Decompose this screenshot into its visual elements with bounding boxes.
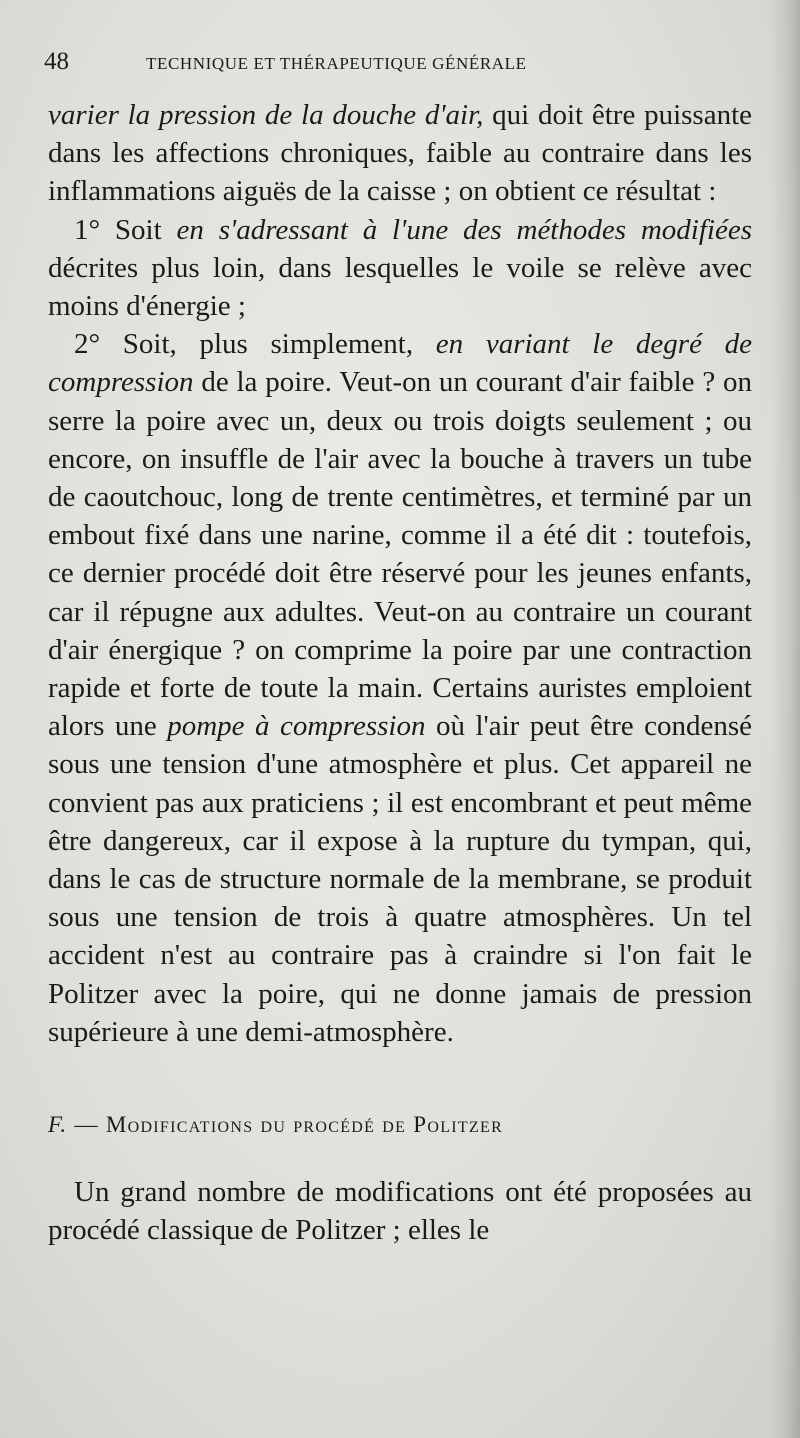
paragraph-text: décrites plus loin, dans lesquelles le voile se relève avec moins d'énergie ; [48,251,752,323]
running-title: TECHNIQUE ET THÉRAPEUTIQUE GÉNÉRALE [146,54,527,73]
paragraph-text: qui doit être puissante dans les affections chroniques, faible au contraire dans les inflammations aiguës de la caisse ; on obtient ce résultat : [48,99,752,208]
italic-phrase: en s'adressant à l'une des méthodes modifiées [176,213,752,246]
page-number: 48 [44,48,69,75]
paragraph-3 [48,325,752,1051]
section-title: Modifications du procédé de Politzer [105,1112,504,1138]
page-body [48,96,752,1250]
italic-phrase: pompe à compression [167,710,426,743]
paragraph-2 [48,211,752,326]
paragraph-4: Un grand nombre de modifications ont été proposées au procédé classique de Politzer ; elles le [48,1176,752,1247]
paragraph-1 [48,96,752,211]
paragraph-text: où l'air peut être condensé sous une tension d'une atmosphère et plus. Cet appareil ne convient pas aux praticiens ; il est encombrant et peut même être dangereux, car il expose à la rupture du tympan, qui, dans le cas de structure normale de la membrane, se produit sous une tension de trois à quatre atmosphères. Un tel accident n'est au contraire pas à craindre si l'on fait le Politzer avec la poire, qui ne donne jamais de pression supérieure à une demi-atmosphère. [48,710,753,1048]
section-letter: F. [48,1112,68,1138]
paragraph-text: de la poire. Veut-on un courant d'air faible ? on serre la poire avec un, deux ou trois doigts seulement ; ou encore, on insuffle de l'air avec la bouche à travers un tube de caoutchouc, long de trente centimètres, et terminé par un embout fixé dans une narine, comme il a été dit : toutefois, ce dernier procédé doit être réservé pour les jeunes enfants, car il répugne aux adultes. Veut-on au contraire un courant d'air énergique ? on comprime la poire par une contraction rapide et forte de toute la main. Certains auristes emploient alors une [48,366,752,743]
italic-phrase: en variant le degré de compression [48,328,752,399]
paragraph-text: 2° Soit, plus simplement, [74,328,436,361]
page-edge-shadow [770,0,800,1438]
section-heading [48,1106,752,1144]
section-dash: — [67,1112,106,1138]
italic-phrase: varier la pression de la douche d'air, [48,99,484,131]
paragraph-text: 1° Soit [74,213,177,246]
page-header [44,48,744,82]
